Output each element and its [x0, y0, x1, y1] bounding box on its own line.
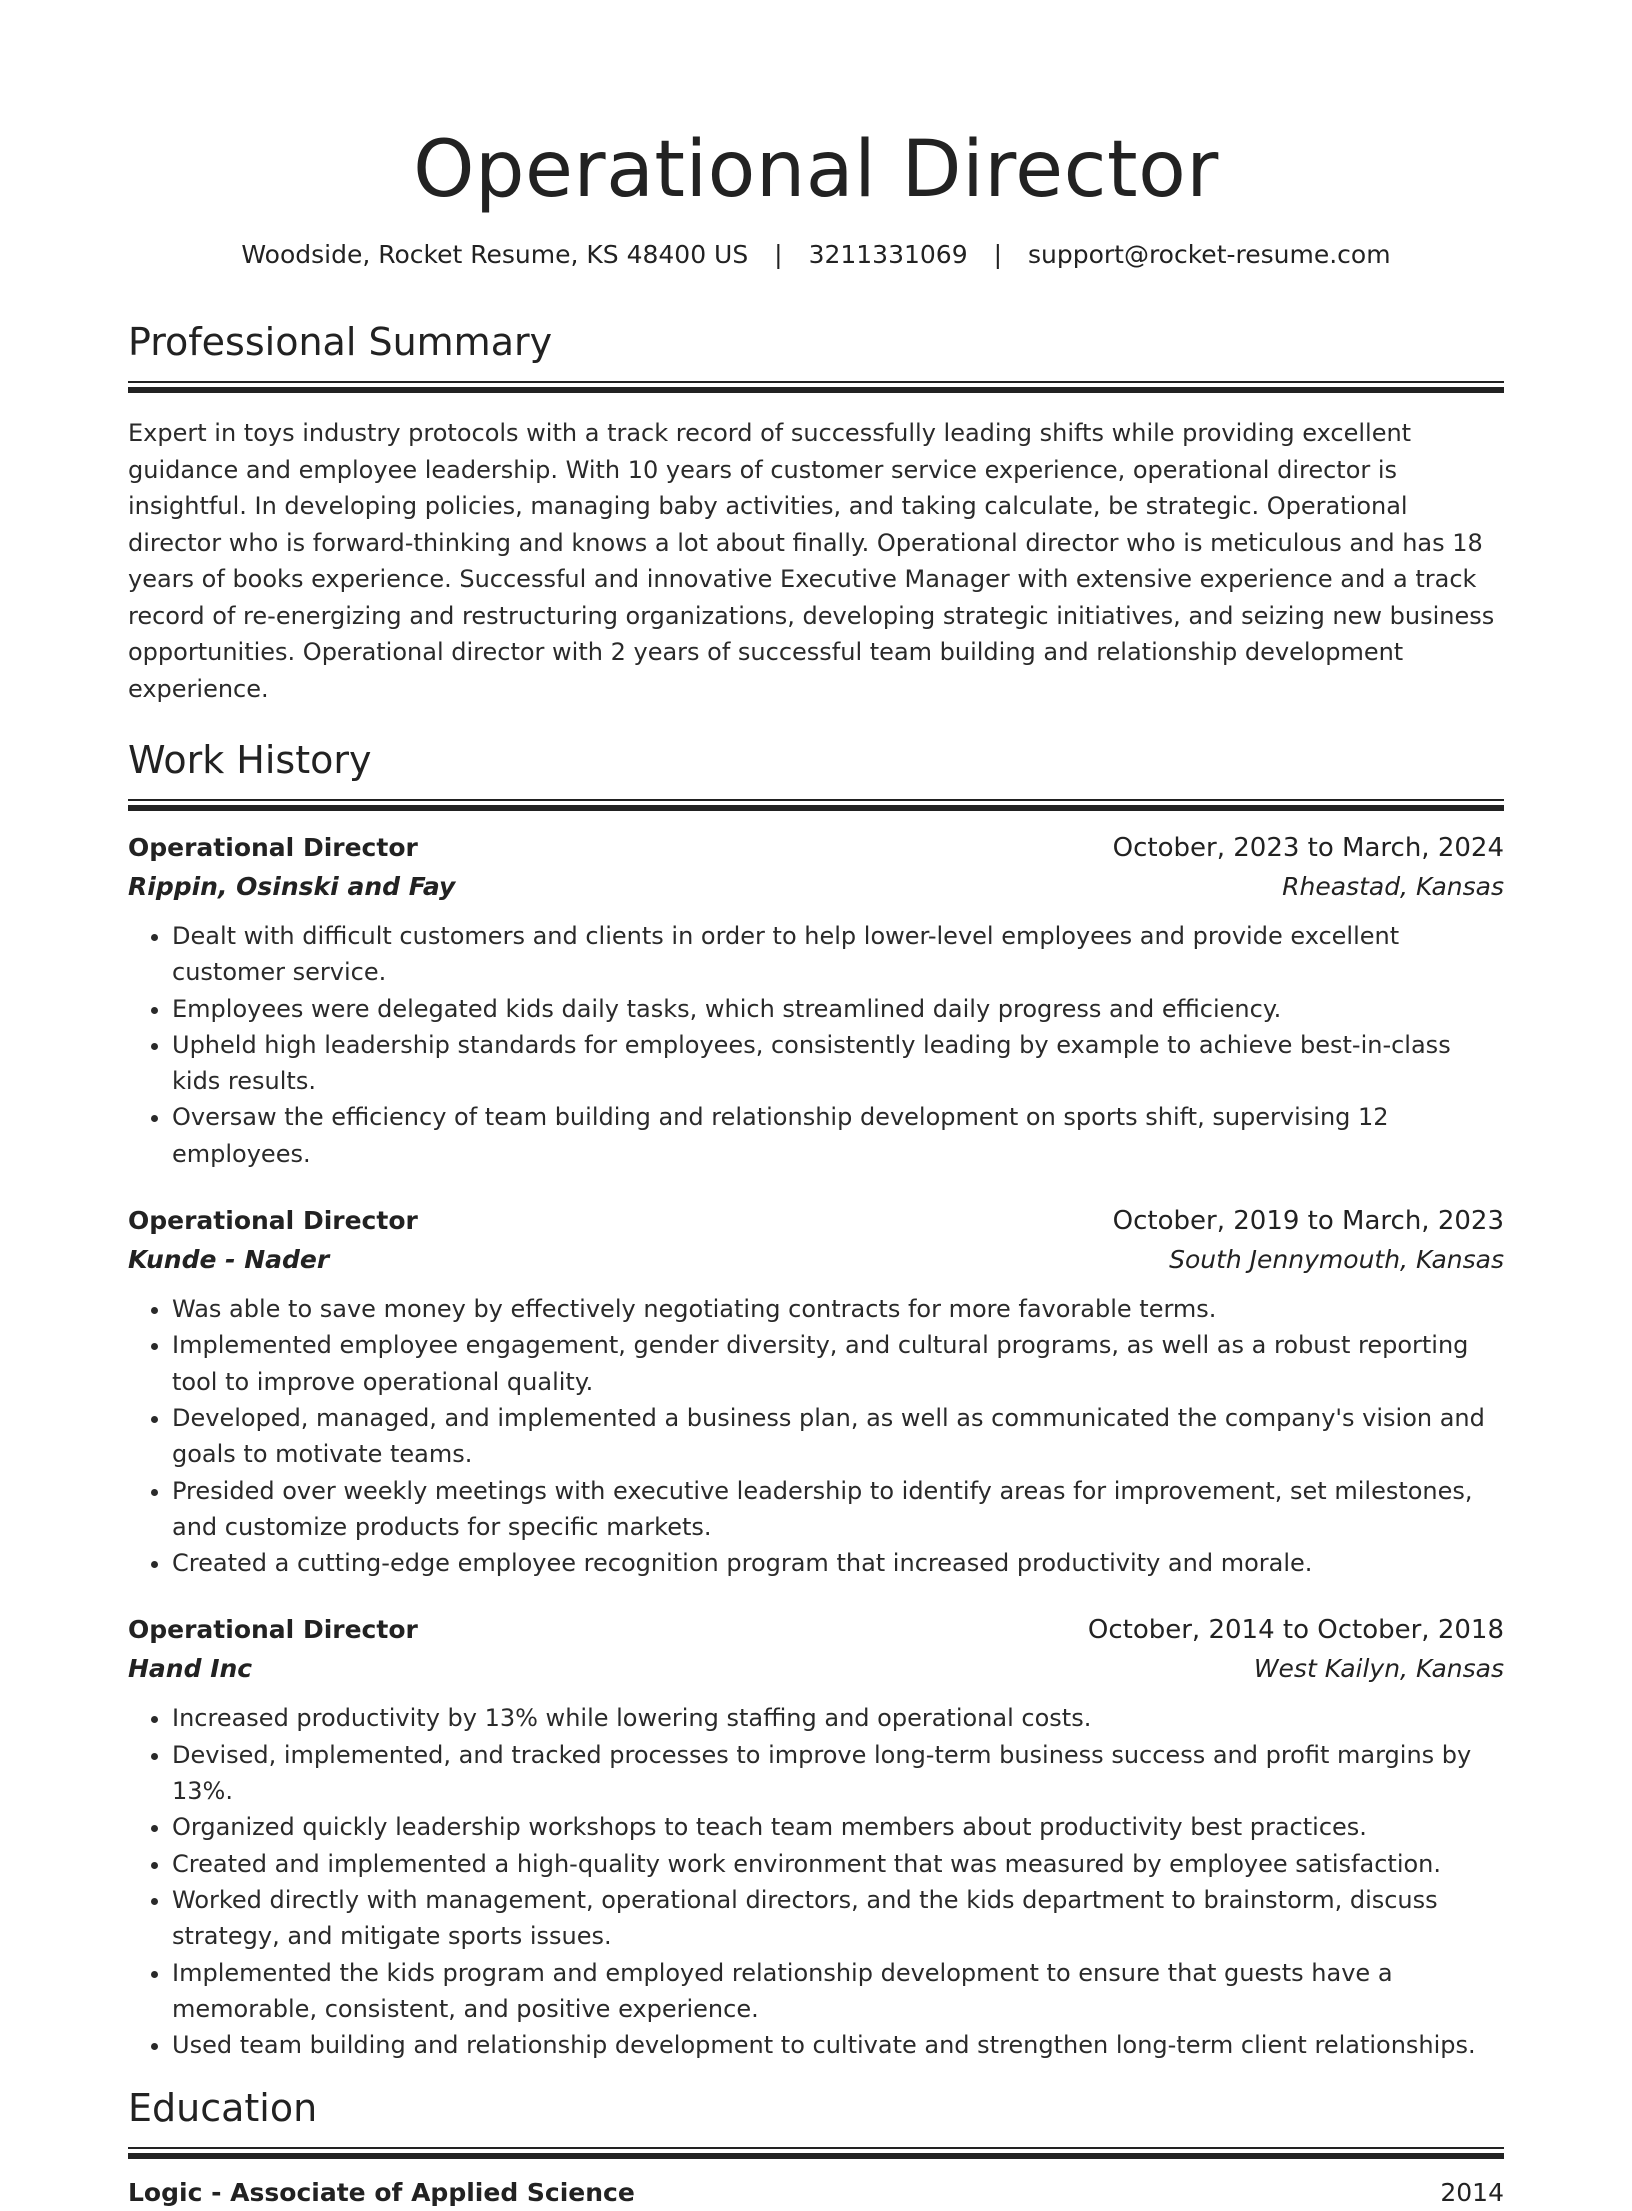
- job-bullet: • Employees were delegated kids daily tasks, which streamlined daily progress and efficiency.: [172, 991, 1504, 1027]
- education-degree: Logic - Associate of Applied Science: [128, 2178, 635, 2208]
- job-bullets: [128, 1291, 1504, 1581]
- job-title: Operational Director: [128, 1206, 418, 1236]
- job-company: Rippin, Osinski and Fay: [128, 872, 456, 901]
- job-bullet: • Implemented the kids program and employed relationship development to ensure that guests have a memorable, consistent, and positive experience.: [172, 1955, 1504, 2028]
- section-divider: [128, 381, 1504, 393]
- job-bullet: • Dealt with difficult customers and clients in order to help lower-level employees and provide excellent customer service.: [172, 918, 1504, 991]
- job-bullet: • Worked directly with management, operational directors, and the kids department to brainstorm, discuss strategy, and mitigate sports issues.: [172, 1882, 1504, 1955]
- job-bullets: [128, 1700, 1504, 2063]
- job-dates: October, 2014 to October, 2018: [1087, 1615, 1504, 1646]
- work-history-section: [128, 735, 1504, 2063]
- section-divider: [128, 2147, 1504, 2159]
- job-company: Hand Inc: [128, 1654, 253, 1684]
- job-bullets: [128, 918, 1504, 1172]
- summary-section: [128, 317, 1504, 707]
- contact-separator: |: [774, 240, 783, 269]
- job-bullet: • Was able to save money by effectively negotiating contracts for more favorable terms.: [172, 1291, 1504, 1327]
- job-dates: October, 2019 to March, 2023: [1112, 1206, 1504, 1237]
- job-bullet: • Increased productivity by 13% while lowering staffing and operational costs.: [172, 1700, 1504, 1736]
- section-title-summary: Professional Summary: [128, 320, 553, 364]
- job-bullet: • Upheld high leadership standards for employees, consistently leading by example to achieve best-in-class kids results.: [172, 1027, 1504, 1100]
- job-bullet: • Used team building and relationship development to cultivate and strengthen long-term client relationships.: [172, 2027, 1504, 2063]
- education-year: 2014: [1440, 2178, 1504, 2208]
- job-dates: October, 2023 to March, 2024: [1112, 833, 1504, 863]
- summary-text: Expert in toys industry protocols with a track record of successfully leading shifts while providing excellent guidance and employee leadership. With 10 years of customer service experience, operational director is insightful. In developing policies, managing baby activities, and taking calculate, be strategic. Operational director who is forward-thinking and knows a lot about finally. Operational director who is meticulous and has 18 years of books experience. Successful and innovative Executive Manager with extensive experience and a track record of re-energizing and restructuring organizations, developing strategic initiatives, and seizing new business opportunities. Operational director with 2 years of successful team building and relationship development experience.: [128, 419, 1495, 703]
- job-bullet: • Implemented employee engagement, gender diversity, and cultural programs, as well as a robust reporting tool to improve operational quality.: [172, 1327, 1504, 1400]
- contact-address: Woodside, Rocket Resume, KS 48400 US: [241, 240, 749, 269]
- contact-separator: |: [993, 240, 1003, 269]
- contact-phone: 3211331069: [808, 240, 968, 269]
- resume-page: [128, 0, 1504, 2211]
- job-entry: [128, 1202, 1504, 1581]
- job-bullet: • Presided over weekly meetings with executive leadership to identify areas for improvement, set milestones, and customize products for specific markets.: [172, 1473, 1504, 1546]
- job-bullet: • Created and implemented a high-quality work environment that was measured by employee satisfaction.: [172, 1846, 1504, 1882]
- section-divider: [128, 799, 1504, 811]
- job-location: West Kailyn, Kansas: [1253, 1654, 1504, 1684]
- section-title-education: Education: [128, 2086, 318, 2131]
- job-bullet: • Oversaw the efficiency of team building and relationship development on sports shift, supervising 12 employees.: [172, 1099, 1504, 1172]
- job-bullet: • Organized quickly leadership workshops to teach team members about productivity best practices.: [172, 1809, 1504, 1845]
- job-bullet: • Devised, implemented, and tracked processes to improve long-term business success and profit margins by 13%.: [172, 1737, 1504, 1810]
- education-entry: [128, 2175, 1504, 2211]
- contact-line: [128, 238, 1504, 272]
- education-section: [128, 2083, 1504, 2211]
- job-company: Kunde - Nader: [128, 1245, 330, 1275]
- section-title-work-history: Work History: [128, 738, 372, 782]
- job-entry: [128, 1611, 1504, 2063]
- job-location: Rheastad, Kansas: [1282, 872, 1504, 901]
- job-title: Operational Director: [128, 1615, 418, 1645]
- job-bullet: • Developed, managed, and implemented a business plan, as well as communicated the company's vision and goals to motivate teams.: [172, 1400, 1504, 1473]
- resume-name: Operational Director: [413, 125, 1219, 215]
- job-location: South Jennymouth, Kansas: [1169, 1245, 1504, 1275]
- contact-email: support@rocket-resume.com: [1027, 240, 1391, 269]
- job-entry: [128, 829, 1504, 1172]
- job-title: Operational Director: [128, 833, 418, 862]
- job-bullet: • Created a cutting-edge employee recognition program that increased productivity and morale.: [172, 1545, 1504, 1581]
